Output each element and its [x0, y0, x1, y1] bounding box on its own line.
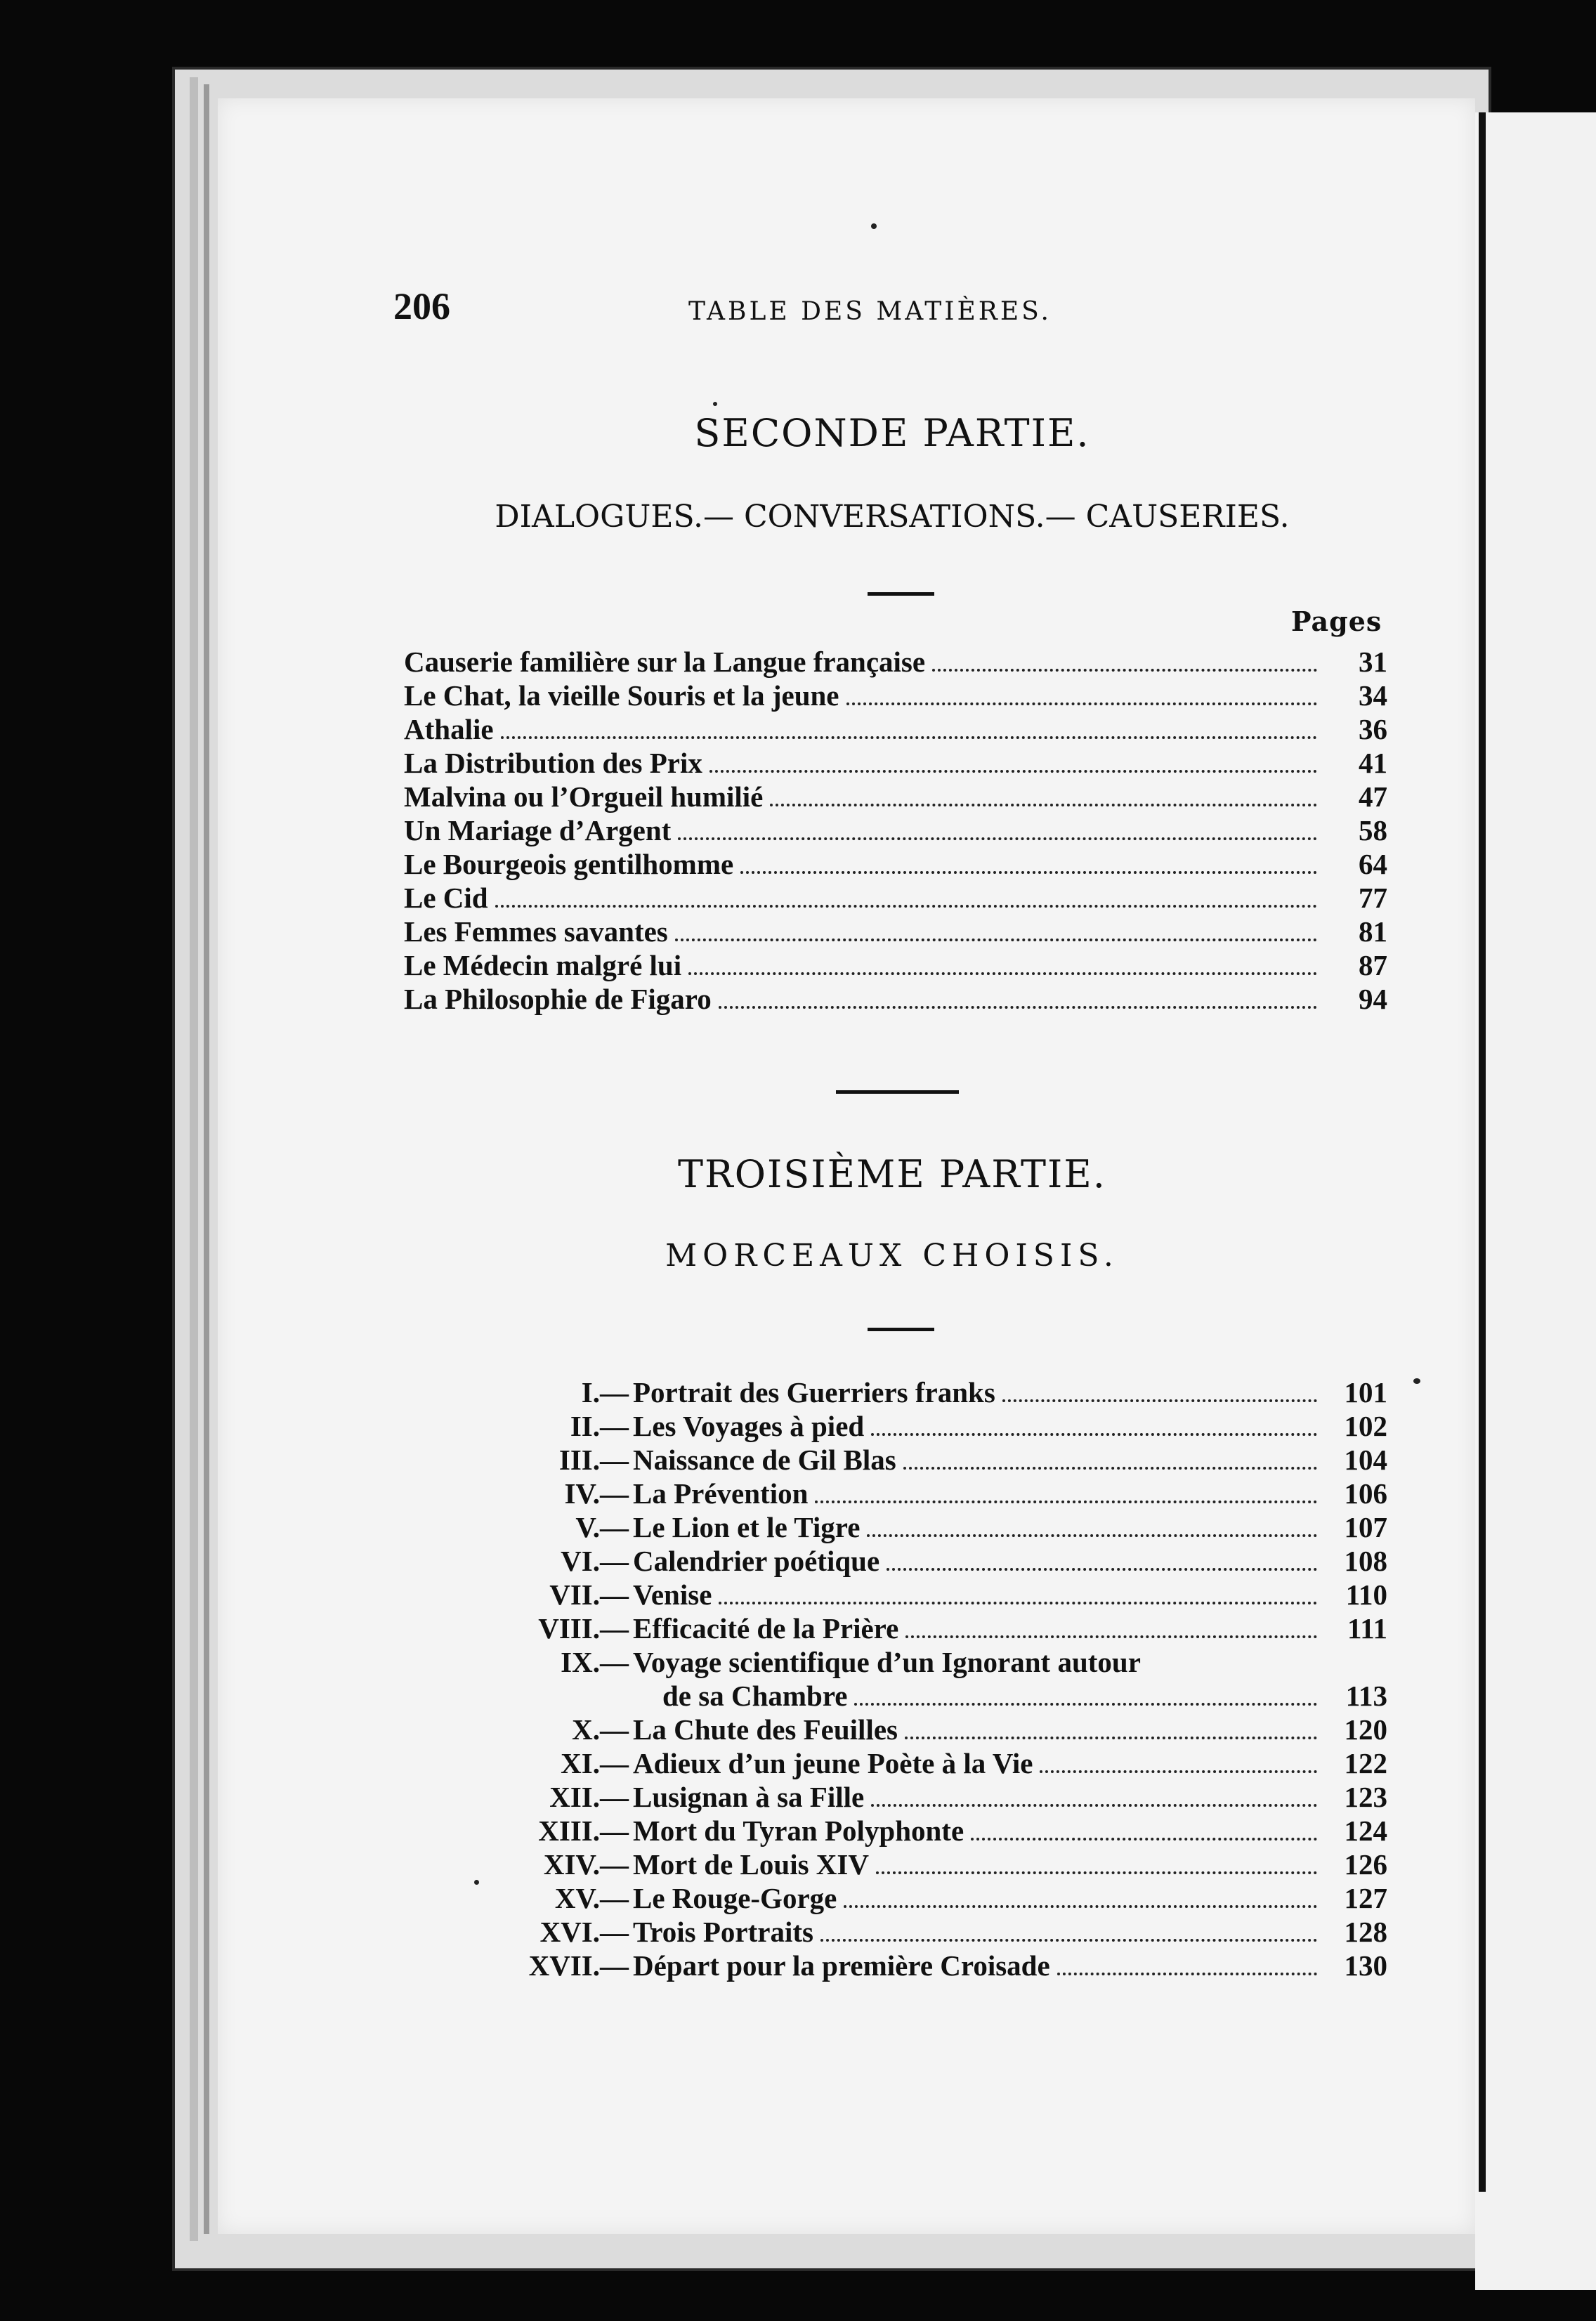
toc-entry-page: 113: [1345, 1680, 1387, 1712]
toc-entry-title: Les Voyages à pied: [633, 1410, 865, 1442]
toc-entry[interactable]: [404, 1645, 1387, 1713]
toc-entry-number: IX.—: [561, 1646, 629, 1678]
section-subtitle: MORCEAUX CHOISIS.: [665, 1238, 1119, 1274]
toc-entry-title: Malvina ou l’Orgueil humilié: [404, 780, 764, 813]
toc-entry-page: 120: [1344, 1713, 1387, 1746]
toc-entry-page: 104: [1344, 1444, 1387, 1476]
toc-entry-page: 87: [1359, 949, 1387, 981]
dot-leader: [844, 1905, 1317, 1908]
toc-entry[interactable]: [404, 1915, 1387, 1949]
facing-page-edge: [1475, 112, 1596, 2290]
toc-entry-title: La Chute des Feuilles: [633, 1713, 898, 1746]
toc-entry[interactable]: [404, 1881, 1387, 1915]
toc-entry-page: 106: [1344, 1477, 1387, 1510]
toc-entry-title: Venise: [633, 1578, 712, 1611]
dot-leader: [770, 804, 1317, 806]
toc-entry[interactable]: [404, 1780, 1387, 1814]
toc-entry-number: I.—: [581, 1376, 629, 1408]
page-edge-strip: [190, 77, 198, 2241]
toc-entry-title: Mort de Louis XIV: [633, 1848, 869, 1881]
toc-entry-number: IV.—: [564, 1477, 629, 1510]
toc-entry-page: 108: [1344, 1545, 1387, 1577]
dot-leader: [501, 736, 1317, 739]
toc-entry-title: Départ pour la première Croisade: [633, 1949, 1050, 1982]
dot-leader: [495, 905, 1317, 908]
toc-entry[interactable]: [404, 1375, 1387, 1409]
toc-entry-page: 58: [1359, 814, 1387, 846]
toc-entry-title: Le Médecin malgré lui: [404, 949, 682, 981]
toc-entry-number: XV.—: [554, 1882, 629, 1914]
toc-entry-title: Naissance de Gil Blas: [633, 1444, 896, 1476]
section-subtitle: DIALOGUES.— CONVERSATIONS.— CAUSERIES.: [495, 499, 1290, 535]
dot-leader: [815, 1501, 1317, 1503]
dot-leader: [876, 1871, 1317, 1874]
toc-entry-title: La Distribution des Prix: [404, 747, 702, 779]
dot-leader: [932, 669, 1317, 672]
toc-entry-number: XVII.—: [528, 1949, 629, 1982]
toc-entry-title: Causerie familière sur la Langue française: [404, 646, 926, 678]
toc-entry-number: XVI.—: [539, 1916, 629, 1948]
toc-entry[interactable]: [404, 1443, 1387, 1477]
toc-entry-page: 101: [1344, 1376, 1387, 1408]
dot-leader: [1002, 1399, 1317, 1402]
toc-entry-title: Trois Portraits: [633, 1916, 813, 1948]
toc-entry-title: Mort du Tyran Polyphonte: [633, 1815, 964, 1847]
toc-entry-title: Un Mariage d’Argent: [404, 814, 672, 846]
scan-speck: [1413, 1378, 1420, 1384]
pages-column-label: Pages: [1291, 606, 1382, 637]
dot-leader: [871, 1804, 1317, 1807]
toc-entry-title: Calendrier poétique: [633, 1545, 880, 1577]
toc-entry[interactable]: [404, 1578, 1387, 1611]
toc-entry[interactable]: [404, 847, 1387, 881]
running-title: TABLE DES MATIÈRES.: [688, 297, 1052, 326]
toc-entry[interactable]: [404, 915, 1387, 948]
toc-entry[interactable]: [404, 1848, 1387, 1881]
section-rule: [836, 1090, 959, 1094]
scan-speck: [871, 223, 877, 229]
toc-entry-page: 130: [1344, 1949, 1387, 1982]
gutter-line: [1479, 112, 1486, 2192]
dot-leader: [678, 837, 1317, 840]
toc-entry-number: X.—: [572, 1713, 629, 1746]
toc-entry-page: 36: [1359, 713, 1387, 745]
dot-leader: [740, 871, 1317, 874]
toc-entry-page: 102: [1344, 1410, 1387, 1442]
dot-leader: [1040, 1770, 1317, 1773]
toc-entry-title: Le Rouge-Gorge: [633, 1882, 837, 1914]
toc-entry-title: Voyage scientifique d’un Ignorant autour: [633, 1646, 1141, 1678]
toc-entry[interactable]: [404, 1510, 1387, 1544]
toc-entry-number: VIII.—: [538, 1612, 629, 1645]
toc-entry-page: 41: [1359, 747, 1387, 779]
toc-entry[interactable]: [404, 982, 1387, 1016]
toc-entry-page: 126: [1344, 1848, 1387, 1881]
toc-entry[interactable]: [404, 1949, 1387, 1982]
toc-entry-wrapped: [633, 1645, 1387, 1713]
toc-entry-page: 123: [1344, 1781, 1387, 1813]
dot-leader: [719, 1602, 1317, 1604]
toc-entry[interactable]: [404, 1544, 1387, 1578]
toc-entry-title: Le Chat, la vieille Souris et la jeune: [404, 679, 839, 712]
toc-entry-continuation: [633, 1679, 1387, 1713]
scan-speck: [713, 402, 717, 406]
part-title: SECONDE PARTIE.: [694, 411, 1090, 455]
toc-entry-number: VI.—: [561, 1545, 629, 1577]
toc-entry[interactable]: [404, 1713, 1387, 1746]
toc-entry[interactable]: [404, 780, 1387, 813]
toc-entry-page: 94: [1359, 983, 1387, 1015]
page-edge-strip: [204, 84, 209, 2234]
toc-entry-page: 110: [1345, 1578, 1387, 1611]
toc-entry-title: La Prévention: [633, 1477, 809, 1510]
toc-entry-page: 124: [1344, 1815, 1387, 1847]
toc-entry-page: 122: [1344, 1747, 1387, 1779]
toc-entry-title: Le Bourgeois gentilhomme: [404, 848, 734, 880]
dot-leader: [719, 1006, 1317, 1009]
toc-entry-number: XIII.—: [538, 1815, 629, 1847]
toc-entry-page: 77: [1359, 882, 1387, 914]
dot-leader: [1057, 1973, 1317, 1975]
dot-leader: [871, 1433, 1317, 1436]
page-number: 206: [393, 285, 450, 327]
toc-entry-number: XII.—: [549, 1781, 629, 1813]
toc-entry-page: 127: [1344, 1882, 1387, 1914]
toc-entry[interactable]: [404, 1477, 1387, 1510]
toc-entry-title: Le Lion et le Tigre: [633, 1511, 861, 1543]
toc-entry-title: Efficacité de la Prière: [633, 1612, 899, 1645]
dot-leader: [709, 770, 1317, 773]
toc-entry-title: La Philosophie de Figaro: [404, 983, 712, 1015]
toc-entry-title: Adieux d’un jeune Poète à la Vie: [633, 1747, 1033, 1779]
dot-leader: [820, 1939, 1317, 1942]
toc-entry[interactable]: [404, 1409, 1387, 1443]
toc-entry-number: VII.—: [549, 1578, 629, 1611]
toc-entry-number: V.—: [575, 1511, 629, 1543]
toc-entry-title: Lusignan à sa Fille: [633, 1781, 865, 1813]
toc-entry-title: Le Cid: [404, 882, 488, 914]
dot-leader: [675, 939, 1317, 941]
toc-entry-number: II.—: [570, 1410, 629, 1442]
toc-entry-title: Athalie: [404, 713, 494, 745]
toc-entry[interactable]: [404, 1814, 1387, 1848]
dot-leader: [903, 1467, 1317, 1470]
toc-entry[interactable]: [404, 1611, 1387, 1645]
toc-entry-title-line2: de sa Chambre: [662, 1680, 848, 1712]
toc-entry[interactable]: [404, 679, 1387, 712]
toc-list-part3: [404, 1375, 1387, 1982]
running-head: [393, 285, 1096, 334]
toc-entry-title: Les Femmes savantes: [404, 915, 668, 948]
toc-entry[interactable]: [404, 948, 1387, 982]
toc-entry-page: 31: [1359, 646, 1387, 678]
dot-leader: [905, 1737, 1317, 1739]
toc-entry-page: 81: [1359, 915, 1387, 948]
toc-entry-page: 64: [1359, 848, 1387, 880]
dot-leader: [846, 702, 1317, 705]
toc-entry-title: Portrait des Guerriers franks: [633, 1376, 995, 1408]
toc-entry[interactable]: [404, 645, 1387, 679]
toc-entry-page: 107: [1344, 1511, 1387, 1543]
dot-leader: [867, 1534, 1317, 1537]
toc-entry-page: 47: [1359, 780, 1387, 813]
dot-leader: [971, 1838, 1317, 1841]
toc-entry-number: XIV.—: [543, 1848, 629, 1881]
toc-entry[interactable]: [404, 1746, 1387, 1780]
toc-list-part2: [404, 645, 1387, 1016]
toc-entry[interactable]: [404, 746, 1387, 780]
toc-entry[interactable]: [404, 712, 1387, 746]
dot-leader: [887, 1568, 1317, 1571]
toc-entry[interactable]: [404, 813, 1387, 847]
dot-leader: [905, 1635, 1317, 1638]
toc-entry-page: 128: [1344, 1916, 1387, 1948]
toc-entry-page: 34: [1359, 679, 1387, 712]
scan-speck: [474, 1880, 479, 1885]
part-title: TROISIÈME PARTIE.: [678, 1152, 1106, 1196]
toc-entry[interactable]: [404, 881, 1387, 915]
toc-entry-number: III.—: [558, 1444, 629, 1476]
section-rule: [868, 592, 934, 596]
toc-entry-page: 111: [1347, 1612, 1387, 1645]
dot-leader: [688, 972, 1317, 975]
toc-entry-number: XI.—: [561, 1747, 629, 1779]
section-rule: [868, 1328, 934, 1331]
dot-leader: [854, 1703, 1317, 1706]
